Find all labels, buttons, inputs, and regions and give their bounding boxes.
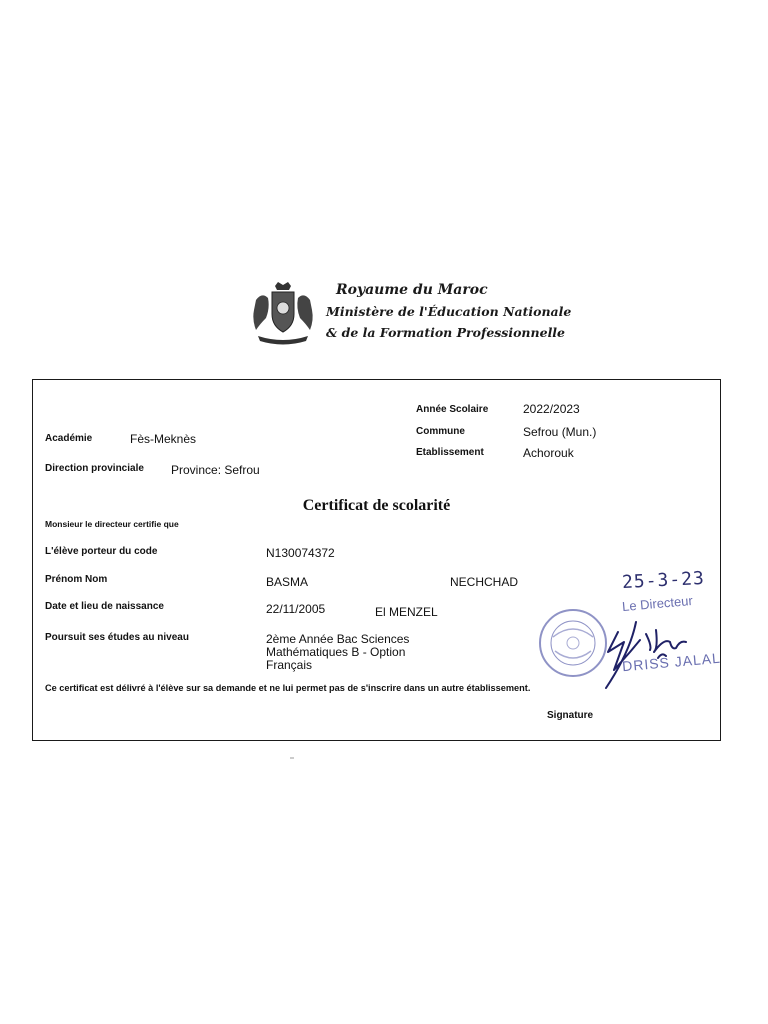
academie-value: Fès-Meknès: [130, 432, 197, 446]
annee-label: Année Scolaire: [416, 404, 489, 415]
signature-label: Signature: [547, 710, 594, 721]
ministry-line: Ministère de l'Éducation Nationale: [326, 304, 572, 319]
certificate-title: Certificat de scolarité: [302, 497, 451, 514]
first-name-value: BASMA: [266, 575, 309, 589]
level-line: 2ème Année Bac Sciences: [266, 632, 410, 646]
level-line: Français: [266, 658, 313, 672]
level-line: Mathématiques B - Option: [266, 645, 406, 659]
kingdom-line: Royaume du Maroc: [336, 282, 488, 298]
scan-speck: [290, 757, 294, 759]
last-name-value: NECHCHAD: [450, 575, 519, 589]
certificate-note: Ce certificat est délivré à l'élève sur sa demande et ne lui permet pas de s'inscrire dans un autre établissement.: [45, 683, 531, 693]
name-label: Prénom Nom: [45, 574, 108, 585]
level-label: Poursuit ses études au niveau: [45, 632, 189, 643]
etablissement-label: Etablissement: [416, 447, 484, 458]
code-value: N130074372: [266, 546, 335, 560]
ministry-name: [326, 280, 572, 343]
direction-value: Province: Sefrou: [171, 463, 260, 477]
level-value: [266, 633, 466, 672]
birth-date-value: 22/11/2005: [266, 602, 326, 616]
stamp-role: Le Directeur: [621, 592, 694, 615]
academie-label: Académie: [45, 433, 93, 444]
coat-of-arms-icon: [248, 280, 318, 346]
ministry-line-2: & de la Formation Professionnelle: [326, 325, 566, 340]
handwritten-date: 25-3-23: [621, 567, 706, 594]
annee-value: 2022/2023: [523, 402, 580, 416]
birth-label: Date et lieu de naissance: [45, 601, 164, 612]
commune-label: Commune: [416, 426, 465, 437]
code-label: L'élève porteur du code: [45, 546, 158, 557]
stamp-name: DRISS JALAL: [621, 649, 722, 675]
signature-icon: [600, 612, 700, 692]
intro-text: Monsieur le directeur certifie que: [45, 519, 179, 529]
commune-value: Sefrou (Mun.): [523, 425, 597, 439]
birth-place-value: El MENZEL: [375, 605, 438, 619]
direction-label: Direction provinciale: [45, 463, 144, 474]
etablissement-value: Achorouk: [523, 446, 574, 460]
ministry-header: [248, 280, 572, 346]
official-stamp-icon: [537, 607, 609, 679]
